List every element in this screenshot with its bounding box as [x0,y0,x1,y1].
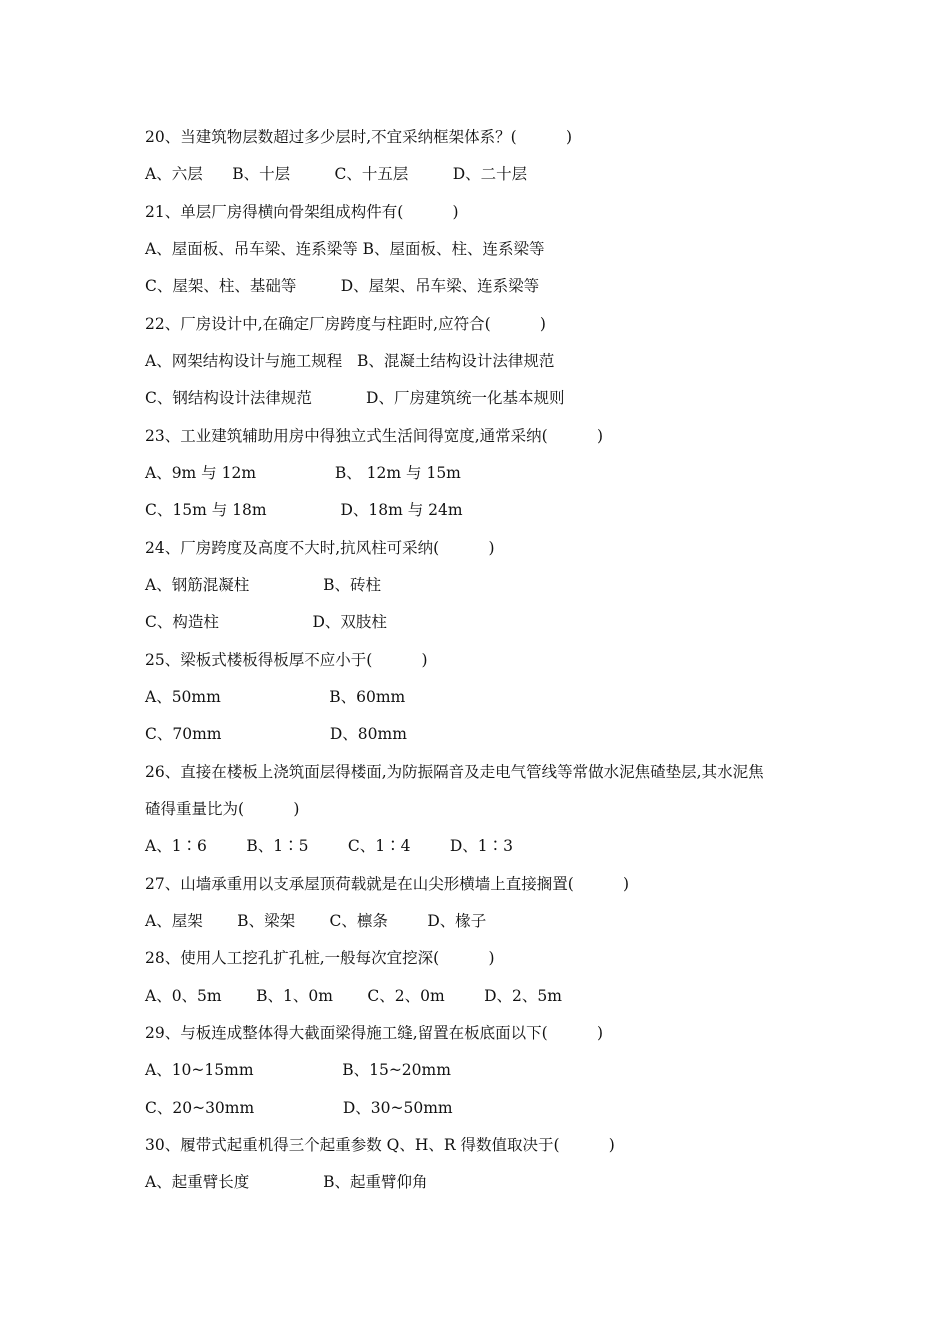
question-23: 23、工业建筑辅助用房中得独立式生活间得宽度,通常采纳( ) [145,427,604,445]
question-21-options-ab: A、屋面板、吊车梁、连系梁等 B、屋面板、柱、连系梁等 [145,240,545,258]
question-30-options-ab: A、起重臂长度 B、起重臂仰角 [145,1173,428,1191]
question-25-options-cd: C、70mm D、80mm [145,725,407,743]
question-22-options-cd: C、钢结构设计法律规范 D、厂房建筑统一化基本规则 [145,389,565,407]
question-25: 25、梁板式楼板得板厚不应小于( ) [145,651,428,669]
question-23-options-cd: C、15m 与 18m D、18m 与 24m [145,501,463,519]
question-20: 20、当建筑物层数超过多少层时,不宜采纳框架体系？( ) [145,128,573,146]
question-25-options-ab: A、50mm B、60mm [145,688,406,706]
question-23-options-ab: A、9m 与 12m B、 12m 与 15m [145,464,461,482]
question-28-options: A、0、5m B、1、0m C、2、0m D、2、5m [145,987,562,1005]
question-27: 27、山墙承重用以支承屋顶荷载就是在山尖形横墙上直接搁置( ) [145,875,630,893]
question-26-options: A、1∶6 B、1∶5 C、1∶4 D、1∶3 [145,837,514,855]
question-24-options-cd: C、构造柱 D、双肢柱 [145,613,387,631]
question-28: 28、使用人工挖孔扩孔桩,一般每次宜挖深( ) [145,949,495,967]
question-27-options: A、屋架 B、梁架 C、檩条 D、椽子 [145,912,487,930]
question-30: 30、履带式起重机得三个起重参数 Q、H、R 得数值取决于( ) [145,1136,615,1154]
question-22: 22、厂房设计中,在确定厂房跨度与柱距时,应符合( ) [145,315,546,333]
question-26: 26、直接在楼板上浇筑面层得楼面,为防振隔音及走电气管线等常做水泥焦碴垫层,其水泥焦 [145,763,764,781]
question-24: 24、厂房跨度及高度不大时,抗风柱可采纳( ) [145,539,495,557]
question-21: 21、单层厂房得横向骨架组成构件有( ) [145,203,459,221]
question-21-options-cd: C、屋架、柱、基础等 D、屋架、吊车梁、连系梁等 [145,277,540,295]
question-22-options-ab: A、网架结构设计与施工规程 B、混凝土结构设计法律规范 [145,352,555,370]
question-29: 29、与板连成整体得大截面梁得施工缝,留置在板底面以下( ) [145,1024,604,1042]
question-26-continued: 碴得重量比为( ) [145,800,300,818]
question-20-options: A、六层 B、十层 C、十五层 D、二十层 [145,165,528,183]
question-29-options-ab: A、10~15mm B、15~20mm [145,1061,451,1079]
question-24-options-ab: A、钢筋混凝柱 B、砖柱 [145,576,381,594]
question-29-options-cd: C、20~30mm D、30~50mm [145,1099,453,1117]
